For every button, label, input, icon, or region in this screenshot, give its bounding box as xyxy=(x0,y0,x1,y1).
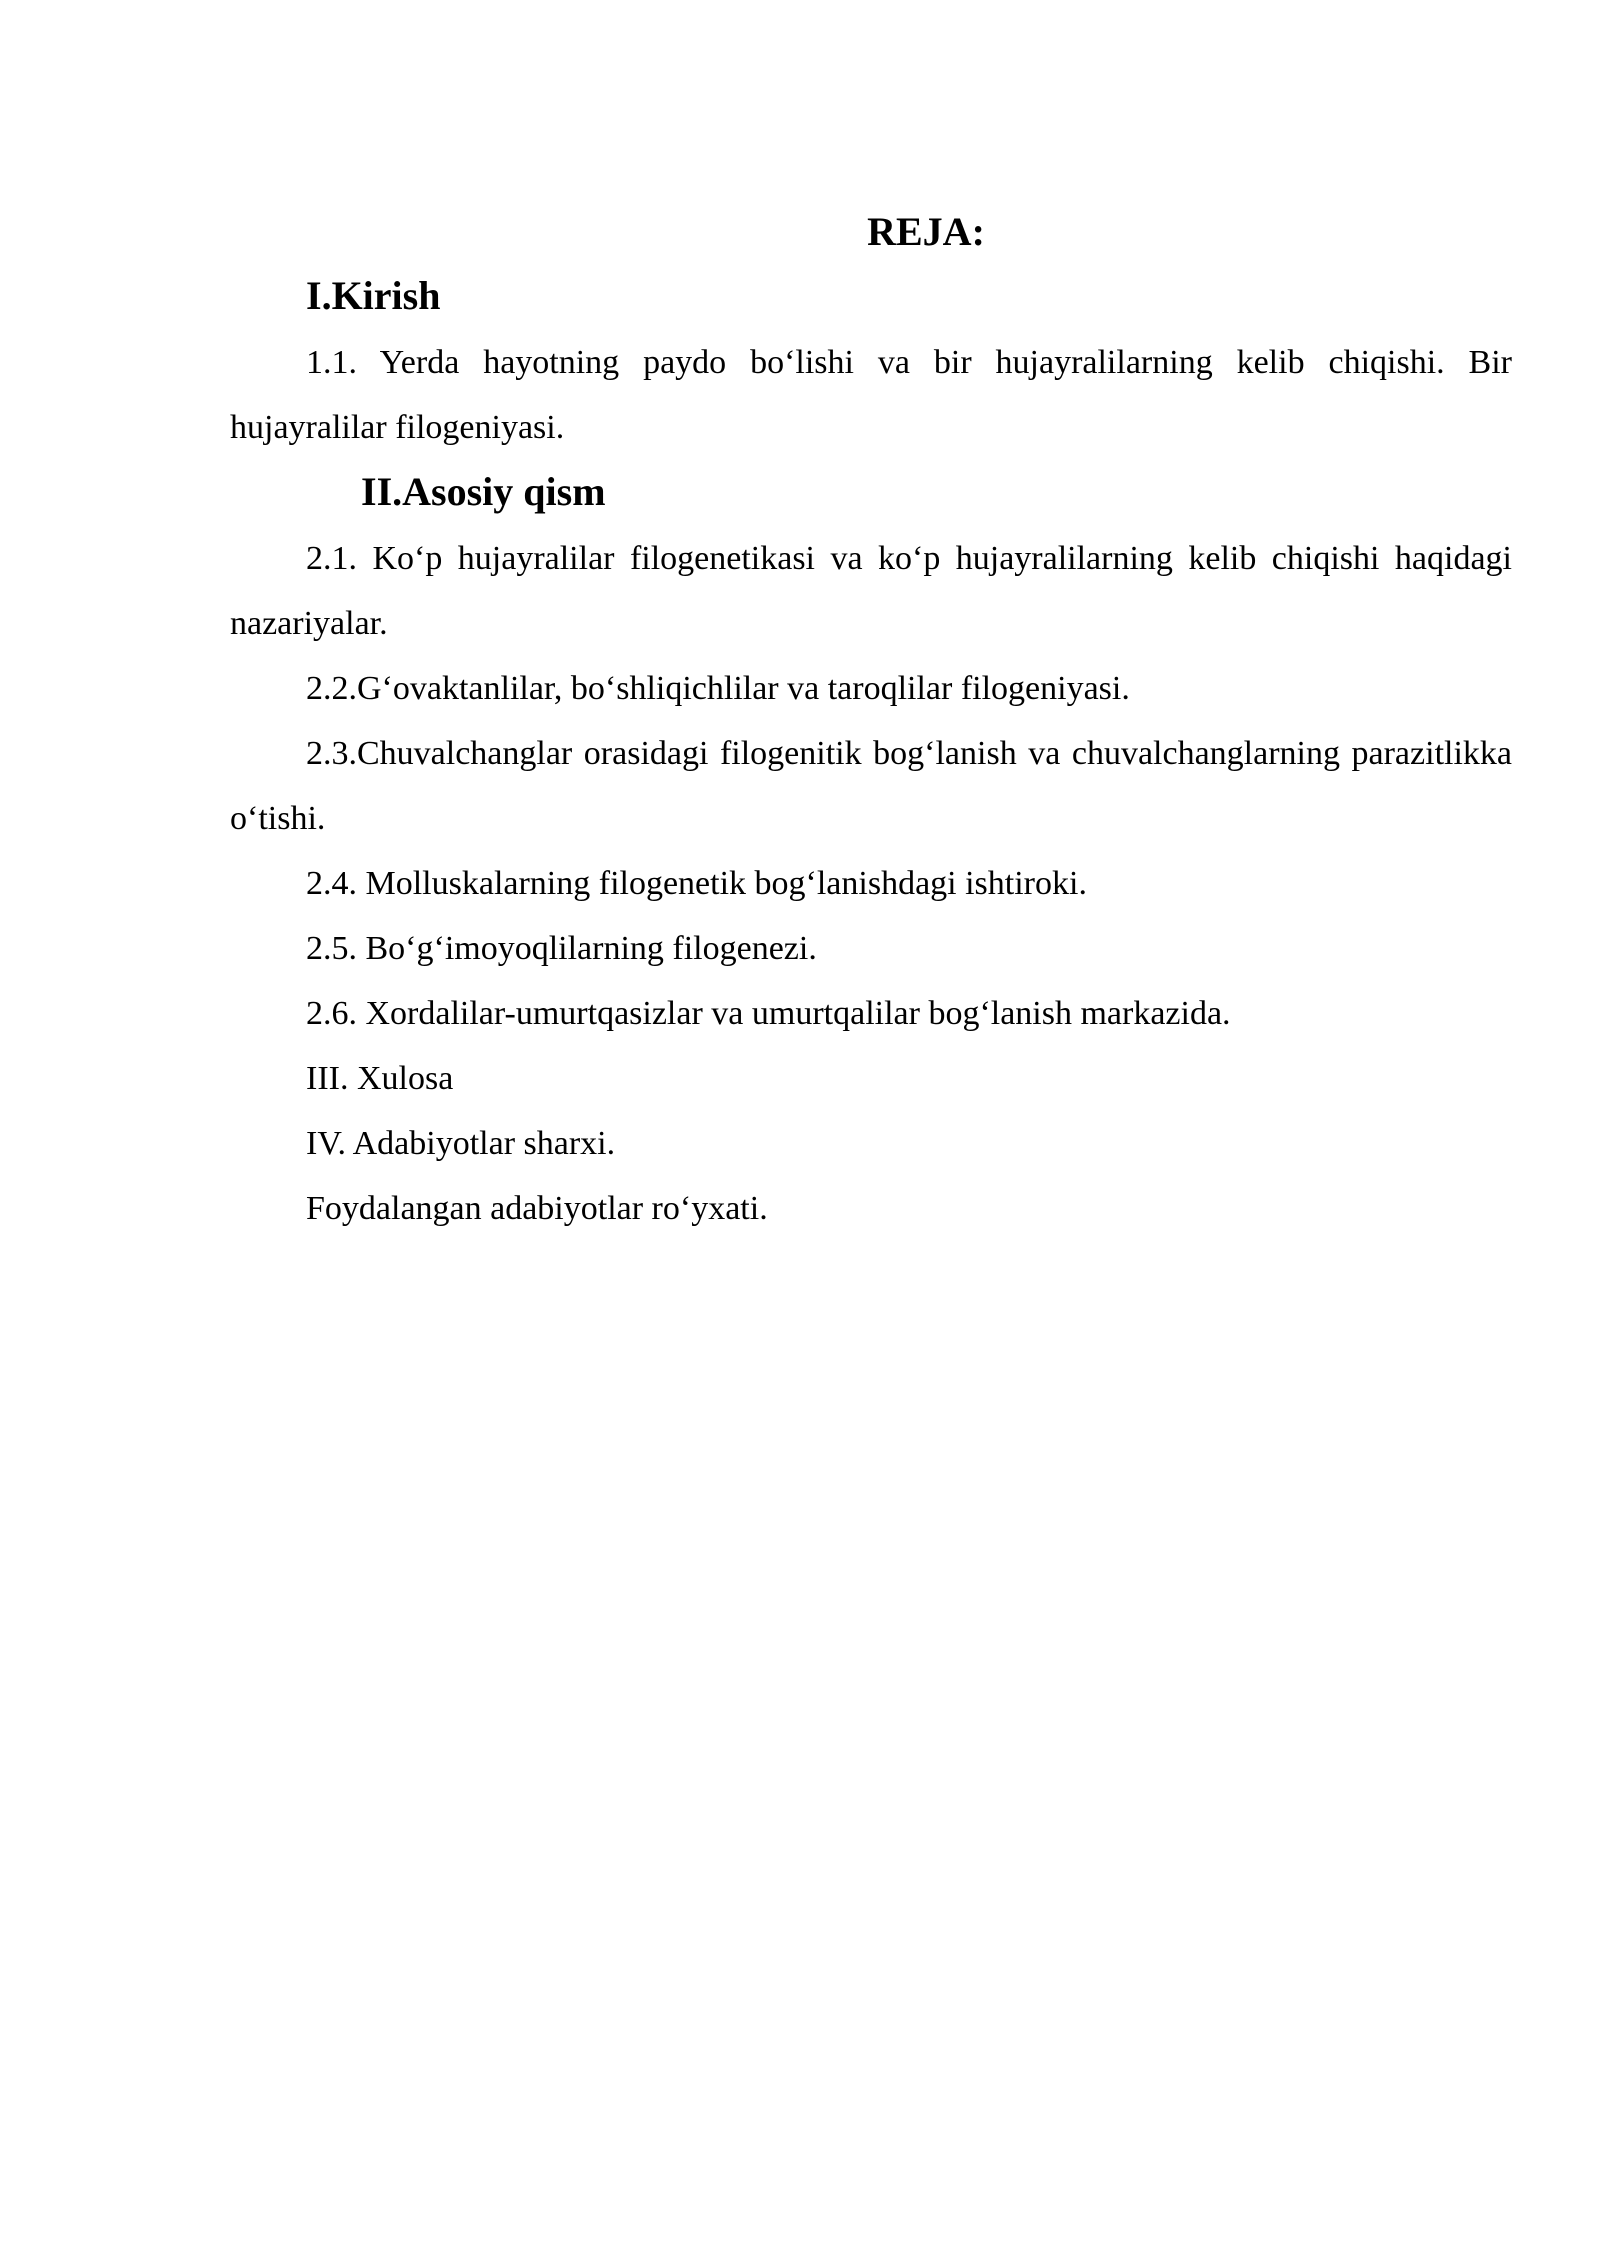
plan-item-2-5: 2.5. Bo‘g‘imoyoqlilarning filogenezi. xyxy=(306,930,817,967)
plan-item-literature-review: IV. Adabiyotlar sharxi. xyxy=(306,1125,616,1162)
plan-item-2-4: 2.4. Molluskalarning filogenetik bog‘lanishdagi ishtiroki. xyxy=(306,865,1087,902)
page-title: REJA: xyxy=(867,209,985,254)
plan-item-2-3: 2.3.Chuvalchanglar orasidagi filogenitik bog‘lanish va chuvalchanglarning parazitlikka o‘tishi. xyxy=(230,735,1512,837)
section-heading-intro: I.Kirish xyxy=(306,273,441,318)
section-heading-main: II.Asosiy qism xyxy=(361,469,606,514)
plan-item-2-1: 2.1. Ko‘p hujayralilar filogenetikasi va ko‘p hujayralilarning kelib chiqishi haqidagi nazariyalar. xyxy=(230,540,1512,642)
plan-item-2-6: 2.6. Xordalilar-umurtqasizlar va umurtqalilar bog‘lanish markazida. xyxy=(306,995,1231,1032)
plan-content xyxy=(230,200,1512,1241)
plan-item-2-2: 2.2.G‘ovaktanlilar, bo‘shliqichlilar va taroqlilar filogeniyasi. xyxy=(306,670,1130,707)
plan-item-references: Foydalangan adabiyotlar ro‘yxati. xyxy=(306,1190,768,1227)
plan-item-conclusion: III. Xulosa xyxy=(306,1060,454,1097)
plan-item-1-1: 1.1. Yerda hayotning paydo bo‘lishi va bir hujayralilarning kelib chiqishi. Bir hujayralilar filogeniyasi. xyxy=(230,344,1512,446)
